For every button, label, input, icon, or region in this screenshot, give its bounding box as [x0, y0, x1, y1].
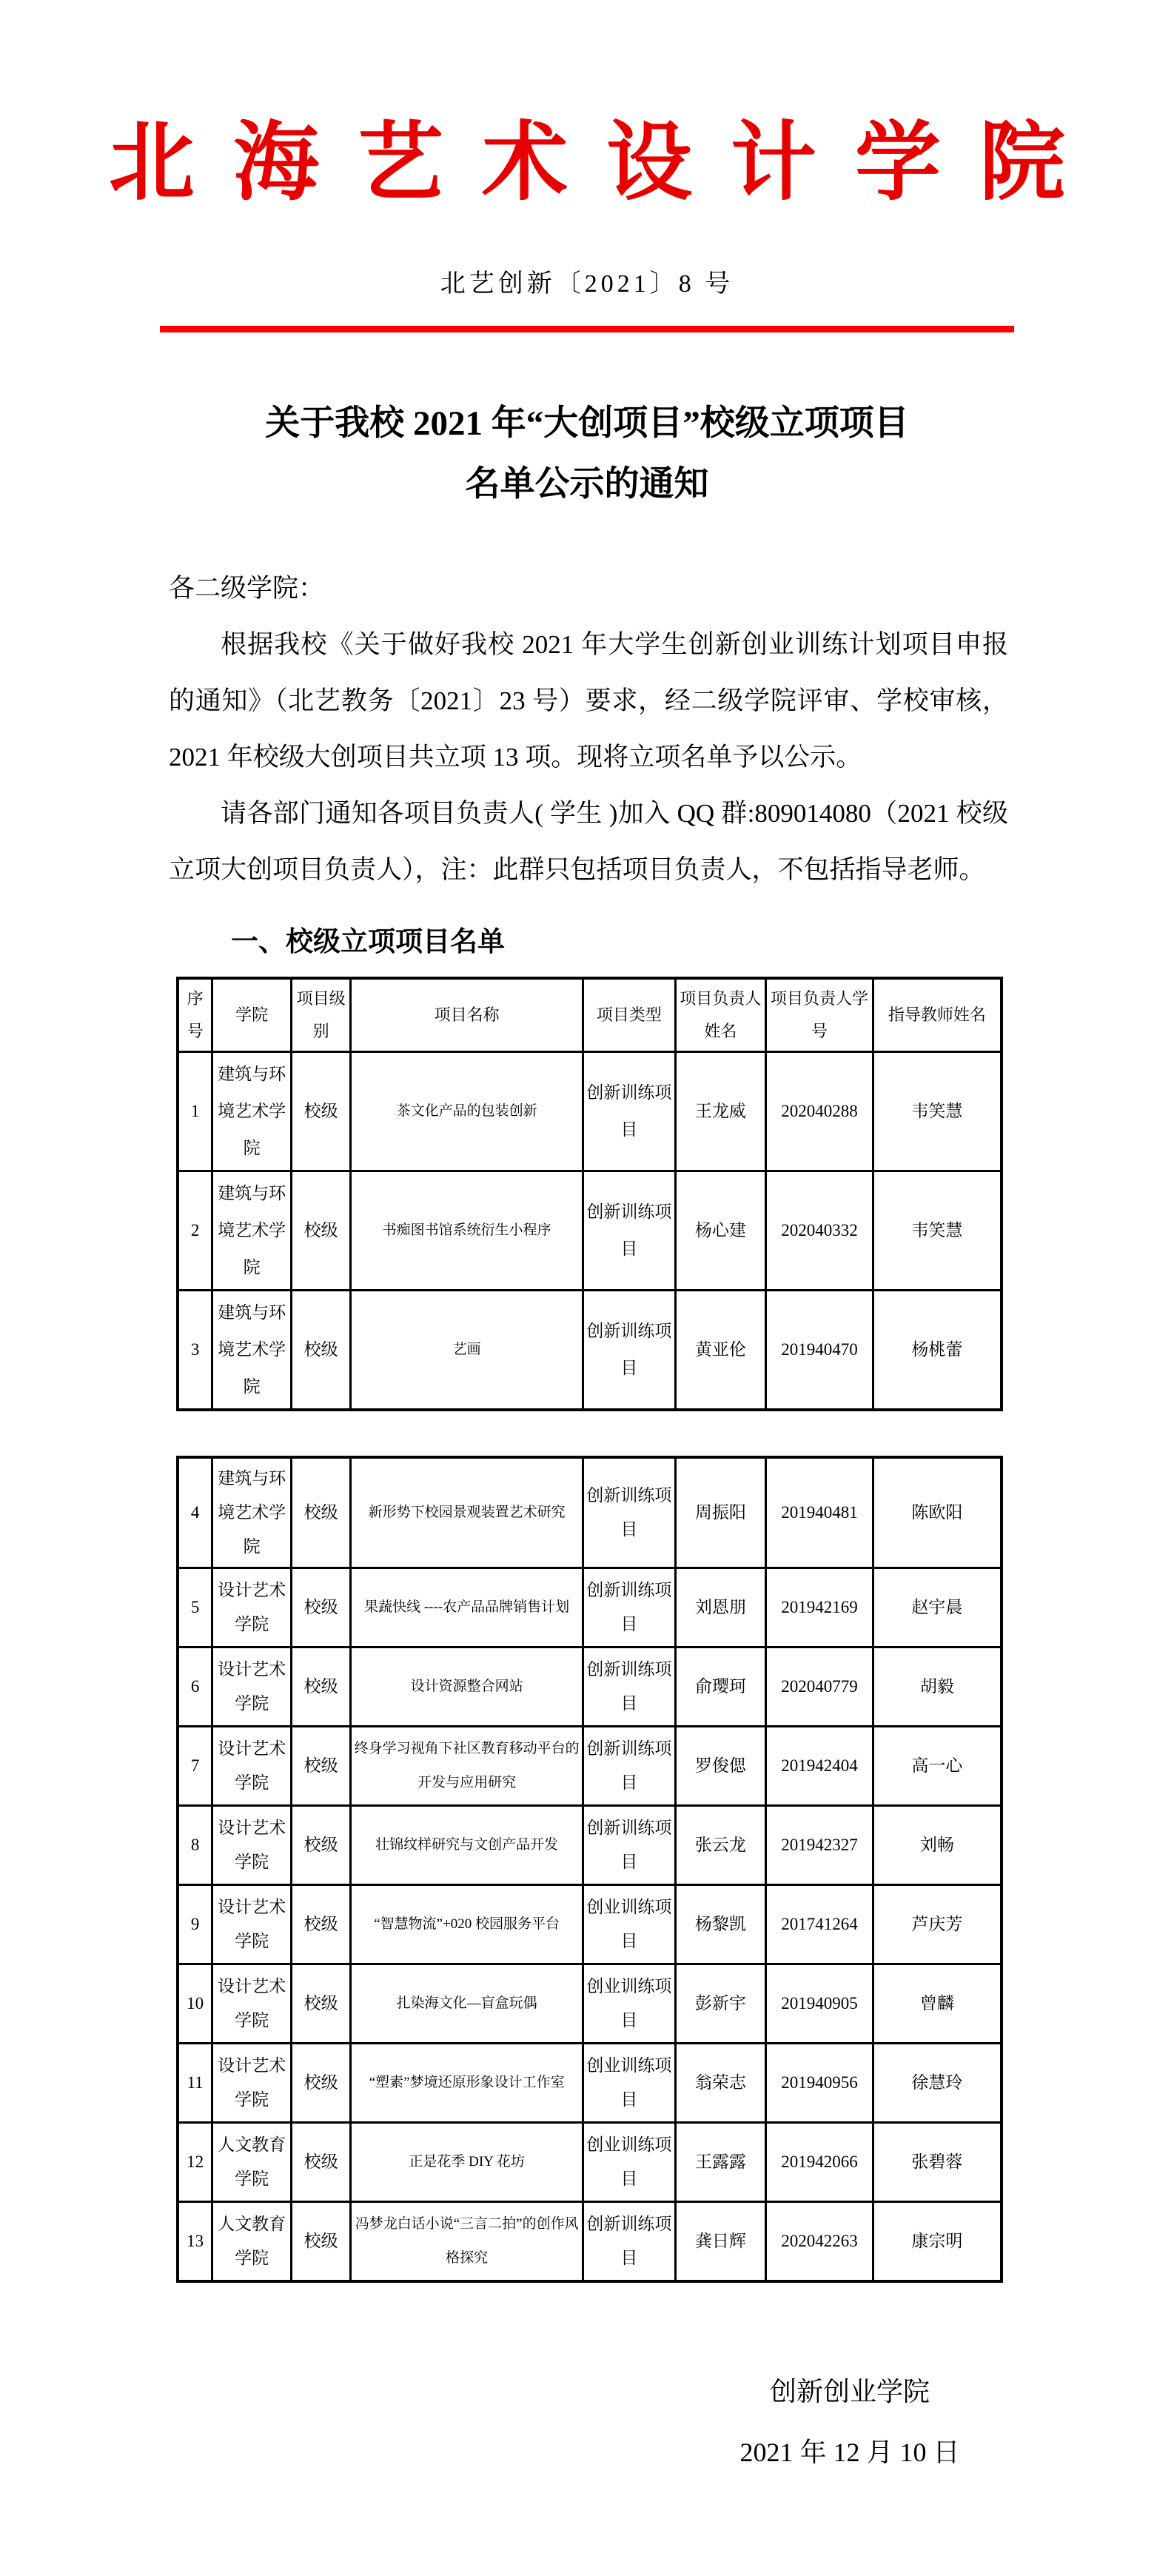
cell-teacher: 张碧蓉 [873, 2122, 1002, 2201]
table-row [178, 1805, 1002, 1884]
cell-student_id: 201940956 [766, 2043, 873, 2122]
cell-student_id: 201741264 [766, 1884, 873, 1964]
cell-level: 校级 [292, 1457, 351, 1568]
cell-name: 扎染海文化—盲盒玩偶 [351, 1964, 583, 2043]
cell-level: 校级 [292, 2043, 351, 2122]
projects-table-part-1 [176, 977, 1003, 1411]
cell-type: 创新训练项目 [583, 1171, 676, 1290]
signature-org: 创新创业学院 [769, 2376, 930, 2406]
cell-leader: 杨心建 [675, 1171, 765, 1290]
cell-teacher: 刘畅 [873, 1805, 1002, 1884]
cell-college: 建筑与环境艺术学院 [212, 1457, 292, 1568]
cell-college: 人文教育学院 [212, 2201, 292, 2281]
salutation: 各二级学院： [169, 573, 325, 603]
notice-title-line-1: 关于我校 2021 年“大创项目”校级立项项目 [265, 404, 909, 443]
cell-name: 壮锦纹样研究与文创产品开发 [351, 1805, 583, 1884]
cell-level: 校级 [292, 2201, 351, 2281]
cell-no: 11 [178, 2043, 212, 2122]
cell-name: 冯梦龙白话小说“三言二拍”的创作风格探究 [351, 2201, 583, 2281]
table-row [178, 2201, 1002, 2281]
cell-student_id: 202040332 [766, 1171, 873, 1290]
cell-college: 设计艺术学院 [212, 1726, 292, 1805]
signature-block [657, 2369, 1042, 2475]
cell-no: 1 [178, 1051, 212, 1171]
cell-name: 果蔬快线 ----农产品品牌销售计划 [351, 1568, 583, 1647]
table-row [178, 1290, 1002, 1410]
cell-no: 10 [178, 1964, 212, 2043]
cell-student_id: 202040288 [766, 1051, 873, 1171]
cell-no: 2 [178, 1171, 212, 1290]
cell-leader: 杨黎凯 [675, 1884, 765, 1964]
cell-student_id: 201940905 [766, 1964, 873, 2043]
cell-level: 校级 [292, 1647, 351, 1726]
cell-teacher: 徐慧玲 [873, 2043, 1002, 2122]
cell-leader: 罗俊偲 [675, 1726, 765, 1805]
cell-college: 设计艺术学院 [212, 1884, 292, 1964]
cell-type: 创新训练项目 [583, 1647, 676, 1726]
cell-type: 创业训练项目 [583, 1964, 676, 2043]
cell-type: 创新训练项目 [583, 1726, 676, 1805]
cell-name: 终身学习视角下社区教育移动平台的开发与应用研究 [351, 1726, 583, 1805]
body-paragraph: 请各部门通知各项目负责人( 学生 )加入 QQ 群:809014080（2021 校级立项大创项目负责人），注：此群只包括项目负责人，不包括指导老师。 [169, 798, 1008, 884]
cell-type: 创新训练项目 [583, 1568, 676, 1647]
cell-no: 8 [178, 1805, 212, 1884]
table-row [178, 1457, 1002, 1568]
column-header: 项目负责人姓名 [675, 978, 765, 1052]
cell-leader: 黄亚伦 [675, 1290, 765, 1410]
cell-college: 设计艺术学院 [212, 1805, 292, 1884]
column-header: 序号 [178, 978, 212, 1052]
cell-level: 校级 [292, 1171, 351, 1290]
cell-teacher: 陈欧阳 [873, 1457, 1002, 1568]
notice-title-line-2: 名单公示的通知 [465, 464, 709, 504]
column-header: 学院 [212, 978, 292, 1052]
cell-name: 书痴图书馆系统衍生小程序 [351, 1171, 583, 1290]
cell-college: 建筑与环境艺术学院 [212, 1171, 292, 1290]
cell-no: 6 [178, 1647, 212, 1726]
cell-no: 9 [178, 1884, 212, 1964]
cell-level: 校级 [292, 1884, 351, 1964]
notice-body [169, 561, 1008, 898]
table-row [178, 1171, 1002, 1290]
cell-no: 4 [178, 1457, 212, 1568]
projects-table-part-2 [176, 1456, 1003, 2283]
cell-teacher: 胡毅 [873, 1647, 1002, 1726]
cell-level: 校级 [292, 2122, 351, 2201]
cell-leader: 刘恩朋 [675, 1568, 765, 1647]
cell-leader: 俞璎珂 [675, 1647, 765, 1726]
cell-leader: 周振阳 [675, 1457, 765, 1568]
cell-student_id: 201942404 [766, 1726, 873, 1805]
cell-student_id: 201942327 [766, 1805, 873, 1884]
cell-level: 校级 [292, 1051, 351, 1171]
cell-type: 创业训练项目 [583, 1884, 676, 1964]
cell-college: 设计艺术学院 [212, 2043, 292, 2122]
cell-leader: 龚日辉 [675, 2201, 765, 2281]
cell-teacher: 曾麟 [873, 1964, 1002, 2043]
cell-college: 设计艺术学院 [212, 1647, 292, 1726]
table-row [178, 1726, 1002, 1805]
cell-teacher: 赵宇晨 [873, 1568, 1002, 1647]
red-rule-divider [160, 326, 1014, 332]
table-row [178, 2122, 1002, 2201]
cell-college: 人文教育学院 [212, 2122, 292, 2201]
cell-college: 设计艺术学院 [212, 1964, 292, 2043]
cell-name: “智慧物流”+020 校园服务平台 [351, 1884, 583, 1964]
cell-no: 3 [178, 1290, 212, 1410]
body-paragraph: 根据我校《关于做好我校 2021 年大学生创新创业训练计划项目申报的通知》（北艺教务〔2021〕23 号）要求，经二级学院评审、学校审核，2021 年校级大创项目共立项 13 项。现将立项名单予以公示。 [169, 629, 1008, 772]
cell-teacher: 韦笑慧 [873, 1171, 1002, 1290]
cell-type: 创新训练项目 [583, 1290, 676, 1410]
cell-type: 创新训练项目 [583, 1805, 676, 1884]
table-row [178, 2043, 1002, 2122]
column-header: 项目负责人学号 [766, 978, 873, 1052]
cell-leader: 张云龙 [675, 1805, 765, 1884]
column-header: 项目级别 [292, 978, 351, 1052]
cell-name: 茶文化产品的包装创新 [351, 1051, 583, 1171]
notice-title [0, 393, 1174, 515]
cell-name: 艺画 [351, 1290, 583, 1410]
cell-college: 设计艺术学院 [212, 1568, 292, 1647]
cell-no: 5 [178, 1568, 212, 1647]
cell-student_id: 202040779 [766, 1647, 873, 1726]
cell-college: 建筑与环境艺术学院 [212, 1051, 292, 1171]
cell-type: 创新训练项目 [583, 1051, 676, 1171]
cell-level: 校级 [292, 1726, 351, 1805]
cell-leader: 彭新宇 [675, 1964, 765, 2043]
cell-level: 校级 [292, 1805, 351, 1884]
column-header: 指导教师姓名 [873, 978, 1002, 1052]
cell-student_id: 201940481 [766, 1457, 873, 1568]
cell-teacher: 高一心 [873, 1726, 1002, 1805]
cell-name: “塑素”梦境还原形象设计工作室 [351, 2043, 583, 2122]
doc-number: 北艺创新〔2021〕8 号 [440, 270, 734, 298]
cell-student_id: 201942169 [766, 1568, 873, 1647]
column-header: 项目名称 [351, 978, 583, 1052]
cell-student_id: 201942066 [766, 2122, 873, 2201]
table-row [178, 1964, 1002, 2043]
section-heading: 一、校级立项项目名单 [231, 926, 505, 957]
cell-leader: 王露露 [675, 2122, 765, 2201]
cell-teacher: 杨桃蕾 [873, 1290, 1002, 1410]
cell-teacher: 芦庆芳 [873, 1884, 1002, 1964]
cell-student_id: 201940470 [766, 1290, 873, 1410]
cell-name: 正是花季 DIY 花坊 [351, 2122, 583, 2201]
cell-student_id: 202042263 [766, 2201, 873, 2281]
cell-no: 12 [178, 2122, 212, 2201]
table-row [178, 1051, 1002, 1171]
cell-no: 7 [178, 1726, 212, 1805]
table-row [178, 1647, 1002, 1726]
cell-no: 13 [178, 2201, 212, 2281]
cell-type: 创新训练项目 [583, 2201, 676, 2281]
masthead-title: 北海艺术设计学院 [109, 116, 1104, 211]
cell-name: 设计资源整合网站 [351, 1647, 583, 1726]
signature-date: 2021 年 12 月 10 日 [739, 2437, 960, 2467]
cell-level: 校级 [292, 1290, 351, 1410]
cell-type: 创业训练项目 [583, 2043, 676, 2122]
table-row [178, 1568, 1002, 1647]
cell-leader: 王龙威 [675, 1051, 765, 1171]
cell-college: 建筑与环境艺术学院 [212, 1290, 292, 1410]
cell-type: 创新训练项目 [583, 1457, 676, 1568]
cell-type: 创业训练项目 [583, 2122, 676, 2201]
column-header: 项目类型 [583, 978, 676, 1052]
cell-leader: 翁荣志 [675, 2043, 765, 2122]
cell-level: 校级 [292, 1964, 351, 2043]
cell-teacher: 康宗明 [873, 2201, 1002, 2281]
cell-level: 校级 [292, 1568, 351, 1647]
cell-teacher: 韦笑慧 [873, 1051, 1002, 1171]
cell-name: 新形势下校园景观装置艺术研究 [351, 1457, 583, 1568]
table-row [178, 1884, 1002, 1964]
table-header-row [178, 978, 1002, 1052]
